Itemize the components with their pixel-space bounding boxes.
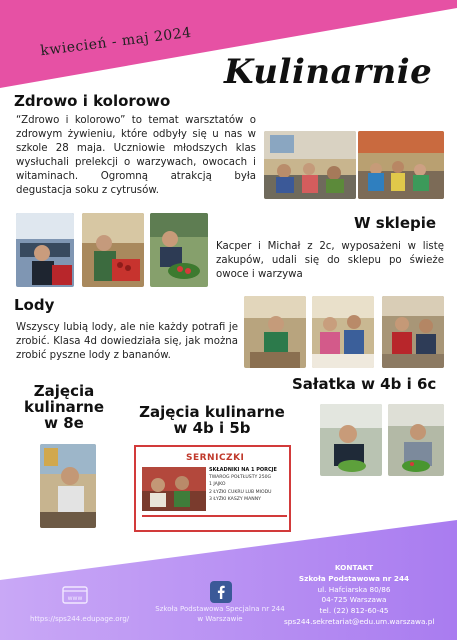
recipe-ingredients	[209, 467, 289, 503]
contact-street: ul. Hafciarska 80/86	[317, 584, 391, 594]
svg-text:www: www	[67, 595, 83, 602]
heading-zajecia-8e	[16, 383, 112, 431]
photo-salad-2	[388, 404, 444, 476]
photo-icecream-3	[382, 296, 444, 368]
recipe-item: TWAROG POŁTŁUSTY 250G	[209, 475, 272, 481]
photo-shop-1	[16, 213, 74, 287]
photo-icecream-1	[244, 296, 306, 368]
contact-school: Szkoła Podstawowa nr 244	[298, 573, 410, 583]
contact-label: KONTAKT	[334, 563, 374, 572]
contact-block	[284, 563, 435, 628]
recipe-divider	[142, 515, 287, 517]
recipe-item: 3 ŁYŻKI KASZY MANNY	[209, 496, 261, 502]
photo-workshop-2	[358, 131, 444, 199]
recipe-photo	[142, 467, 206, 511]
recipe-item: 1 JAJKO	[209, 482, 226, 488]
recipe-item: 2 ŁYŻKI CUKRU LUB MIODU	[209, 489, 272, 495]
heading-zdrowo: Zdrowo i kolorowo	[14, 92, 171, 110]
text-lody: Wszyscy lubią lody, ale nie każdy potrafi je zrobić. Klasa 4d dowiedziała się, jak można zrobić pyszne lody z bananów.	[16, 322, 238, 361]
contact-city: 04-725 Warszawa	[321, 595, 387, 605]
photo-salad-1	[320, 404, 382, 476]
photo-workshop-1	[264, 131, 356, 199]
page-title: Kulinarnie	[224, 52, 433, 92]
heading-zajecia-8e-line3: w 8e	[44, 414, 84, 432]
photo-shop-3	[150, 213, 208, 287]
heading-zajecia-8e-line2: kulinarne	[24, 398, 104, 416]
website-link[interactable]: https://sps244.edupage.org/	[30, 615, 130, 623]
recipe-subtitle: SKŁADNIKI NA 1 PORCJE	[209, 467, 277, 473]
issue-date: kwiecień - maj 2024	[39, 24, 193, 60]
contact-phone: tel. (22) 812-60-45	[319, 606, 389, 616]
heading-salatka: Sałatka w 4b i 6c	[292, 375, 437, 393]
photo-icecream-2	[312, 296, 374, 368]
recipe-card	[134, 445, 291, 532]
facebook-line2: w Warszawie	[197, 615, 243, 623]
heading-zajecia-4b-line2: w 4b i 5b	[173, 419, 251, 437]
text-sklep: Kacper i Michał z 2c, wyposażeni w listę zakupów, udali się do sklepu po świeże owoce i warzywa	[216, 241, 444, 280]
text-zdrowo: “Zdrowo i kolorowo” to temat warsztatów o zdrowym żywieniu, które odbyły się u nas w szkole 28 maja. Uczniowie młodszych klas wysłuchali prelekcji o warzywach, owocach i witaminach. Ogromną atrakcją była degustacja soku z cytrusów.	[16, 115, 256, 196]
facebook-line1: Szkoła Podstawowa Specjalna nr 244	[155, 605, 285, 613]
heading-zajecia-8e-line1: Zajęcia	[33, 382, 95, 400]
recipe-title: SERNICZKI	[186, 453, 245, 463]
contact-email[interactable]: sps244.sekretariat@edu.um.warszawa.pl	[284, 616, 435, 626]
heading-lody: Lody	[14, 296, 55, 314]
facebook-icon[interactable]	[210, 581, 232, 603]
heading-zajecia-4b-line1: Zajęcia kulinarne	[139, 403, 285, 421]
globe-icon[interactable]	[62, 586, 88, 606]
photo-8e	[40, 444, 96, 528]
facebook-label	[150, 604, 290, 624]
photo-shop-2	[82, 213, 144, 287]
heading-zajecia-4b	[128, 404, 296, 436]
heading-sklep: W sklepie	[354, 214, 437, 232]
